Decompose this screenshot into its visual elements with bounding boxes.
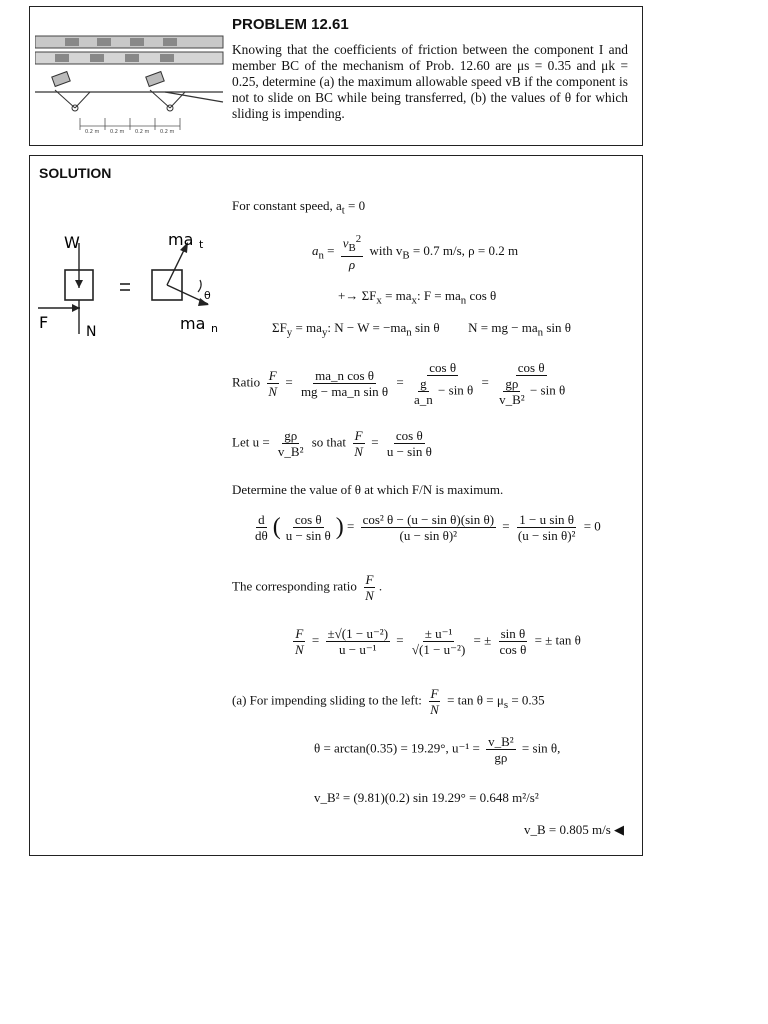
line-constant-speed: For constant speed, $a_t = 0$ [232,198,366,217]
free-body-diagram [38,228,238,343]
line-sum-fy: $\Sigma F_y = ma_y$: $N - W = -ma_n$ sin θ N = mg − $ma_n$ sin θ [272,320,571,339]
line-sum-fx: +→ $\Sigma F_x = ma_x$: $F = ma_n$ cos θ [338,288,497,307]
fbd-man: ma [180,314,206,333]
solution-title: SOLUTION [39,165,112,181]
fbd-f: F [39,313,49,332]
dim-label: 0.2 m [135,129,150,135]
answer-marker: ◀ [614,822,625,837]
fbd-mat: ma [168,230,194,249]
dim-label: 0.2 m [160,129,175,135]
line-let-u: Let u = $\frac{g\rho}{\text{v\_B²}}$ so that $\frac{F}{N}$ = $\frac{\text{cos θ}}{\text{u − sin θ}}$ [232,428,432,459]
line-vb-squared: v_B² = (9.81)(0.2) sin 19.29° = 0.648 m²/s² [314,790,539,805]
fbd-w: W [64,233,80,252]
fbd-theta: θ [204,289,211,302]
problem-statement: Knowing that the coefficients of friction between the component I and member BC of the mechanism of Prob. 12.60 are μs = 0.35 and μk = 0.25, determine (a) the maximum allowable speed vB if the component is not to slide on BC while being transferred, (b) the values of θ for which sliding is impending. [232,42,628,121]
fbd-n: N [86,324,97,340]
line-part-a: (a) For impending sliding to the left: $\frac{F}{N}$ = $\tan \theta = \mu_s = 0.35$ [232,686,545,717]
answer-vb: v_B = 0.805 m/s ◀ [524,822,625,837]
fbd-man-sub: n [211,322,218,335]
line-derivative: $\frac{d}{d\theta}$ ( $\frac{\text{cos θ}}{\text{u − sin θ}}$ ) = $\frac{\text{cos² θ − (u − sin θ)(sin θ)}}{\text{(u − sin θ)²}}$ = $\frac{\text{1 − u sin θ}}{\text{(u − sin θ)²}}$ = 0 [255,512,601,543]
mechanism-figure [35,30,225,138]
dim-label: 0.2 m [85,129,100,135]
line-determine: Determine the value of θ at which F/N is maximum. [232,482,504,497]
fbd-mat-sub: t [199,238,204,251]
line-normal-accel: $a_n$ = $\frac{v_B^2}{\rho}$ with $v_B = 0.7$ m/s, ρ = 0.2 m [312,233,519,272]
line-fn-ratio: $\frac{F}{N}$ = $\frac{\text{±√(1 − u⁻²)}}{\text{u − u⁻¹}}$ = $\frac{\text{± u⁻¹}}{\text{√(1 − u⁻²)}}$ = ± $\frac{\text{sin θ}}{\text{cos θ}}$ = ± tan θ [295,626,581,657]
line-corresponding: The corresponding ratio $\frac{F}{N}$ . [232,572,383,603]
problem-title: PROBLEM 12.61 [232,16,349,33]
line-ratio: Ratio $\frac{F}{N}$ = $\frac{\text{ma\_n cos θ}}{\text{mg − ma\_n sin θ}}$ = cos θ $\frac{g}{a\_n}$ − sin θ = cos θ $\frac{g\rho}{\text{v\_B²}}$ − sin θ [232,360,566,407]
dim-label: 0.2 m [110,129,125,135]
line-theta: θ = arctan(0.35) = 19.29°, u⁻¹ = $\frac{\text{v\_B²}}{g\rho}$ = sin θ, [314,734,561,765]
